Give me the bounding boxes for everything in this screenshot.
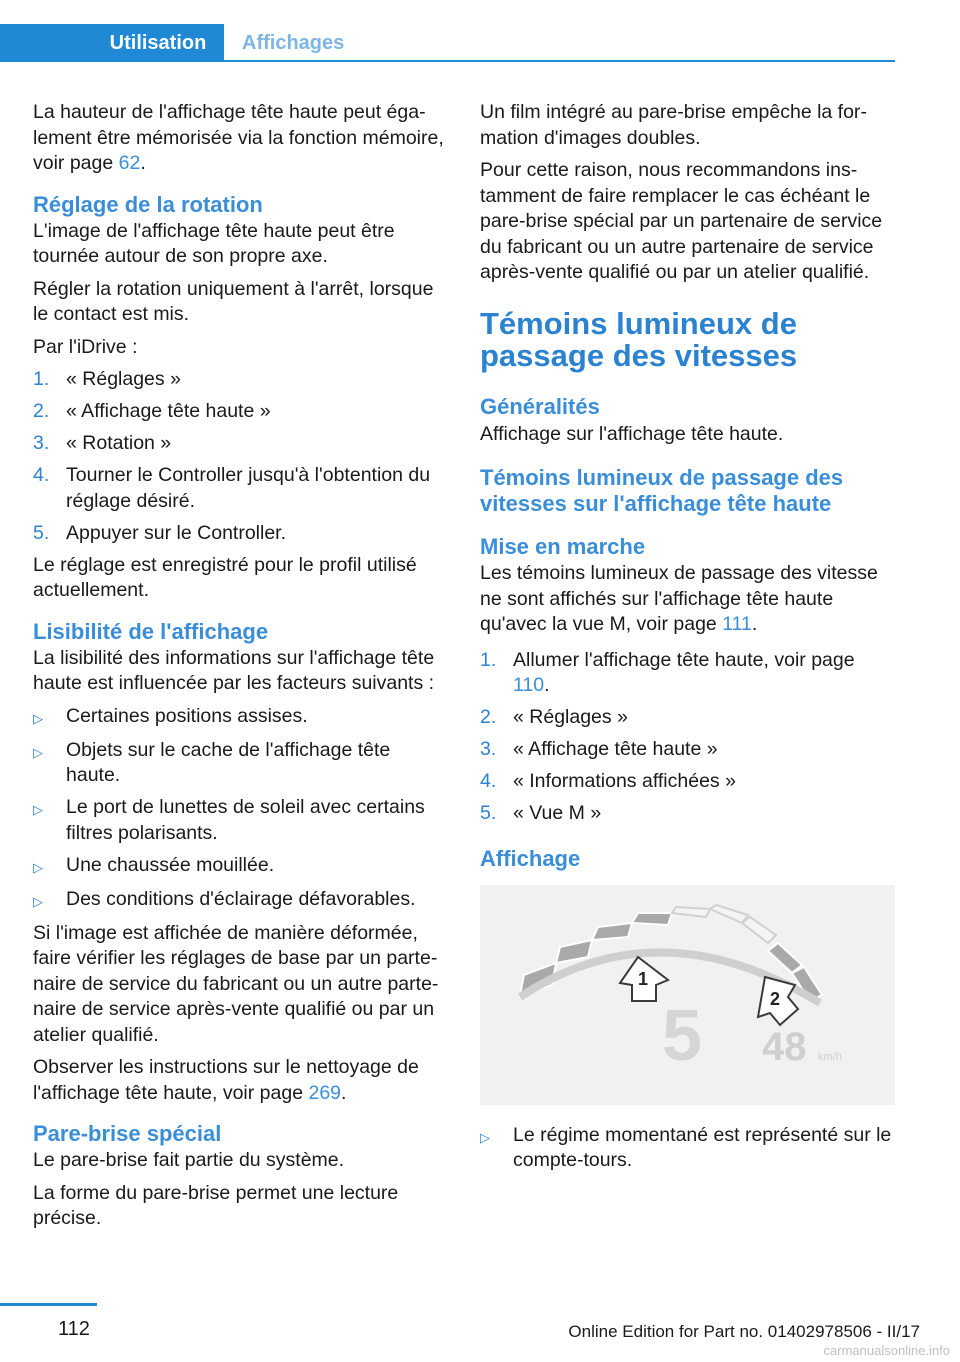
page-link[interactable]: 269	[308, 1081, 342, 1104]
paragraph: Le réglage est enregistré pour le profil utilisé actuellement.	[33, 553, 417, 601]
watermark: carmanualsonline.info	[823, 1343, 950, 1358]
header-divider	[0, 60, 895, 62]
heading-temoins-hud: Témoins lumineux de passage des vitesses sur l'affichage tête haute	[480, 465, 844, 516]
steps-list-activation	[480, 648, 895, 827]
tach-segment-empty	[742, 917, 776, 943]
page-link[interactable]: 111	[722, 613, 752, 635]
list-item: 3. « Affichage tête haute »	[480, 738, 718, 760]
tach-segment	[556, 940, 592, 963]
paragraph: Le pare-brise fait partie du système.	[33, 1149, 345, 1171]
callout-1-icon	[620, 957, 668, 1001]
footer-divider	[0, 1303, 97, 1306]
list-item: ▷ Le port de lunettes de soleil avec certains filtres polarisants.	[33, 795, 448, 846]
triangle-bullet-icon: ▷	[480, 1129, 490, 1145]
shift-lights-figure	[480, 885, 895, 1105]
paragraph: La hauteur de l'affichage tête haute peut également être mémorisée via la fonction mémoire, voir page 62.	[33, 101, 444, 174]
speed-value: 48	[762, 1024, 807, 1069]
list-item: 1. Allumer l'affichage tête haute, voir page 110.	[480, 648, 855, 696]
paragraph: Observer les instructions sur le nettoyage de l'affichage tête haute, voir page 269.	[33, 1056, 419, 1104]
gear-digit: 5	[662, 995, 703, 1076]
triangle-bullet-icon: ▷	[33, 744, 43, 760]
page-link[interactable]: 110	[513, 674, 545, 696]
tach-segment-empty	[710, 905, 748, 923]
steps-list-rotation	[33, 367, 448, 546]
list-item: ▷ Une chaussée mouillée.	[33, 853, 448, 881]
paragraph: Pour cette raison, nous recommandons instamment de faire remplacer le cas échéant le pare-brise spécial par un partenaire de service du fabricant ou un autre partenaire de service après-vente qualifié ou par un atelier qualifié.	[480, 159, 883, 283]
heading-rotation: Réglage de la rotation	[33, 191, 263, 217]
tab-utilisation[interactable]: Utilisation	[0, 24, 224, 62]
tach-segment	[592, 923, 632, 940]
tab-affichages[interactable]: Affichages	[242, 31, 345, 54]
tach-segment	[768, 943, 802, 973]
triangle-bullet-icon: ▷	[33, 710, 43, 726]
page-header	[0, 0, 960, 62]
list-item: 4. Tourner le Controller jusqu'à l'obtention du réglage désiré.	[33, 464, 431, 512]
heading-mise-en-marche: Mise en marche	[480, 534, 646, 559]
paragraph: La lisibilité des informations sur l'affichage tête haute est influencée par les facteurs suivants :	[33, 646, 435, 694]
paragraph: L'image de l'affichage tête haute peut être tournée autour de son propre axe.	[33, 219, 395, 267]
list-item: 3. « Rotation »	[33, 432, 172, 454]
svg-text:2: 2	[770, 988, 781, 1009]
list-item: 4. « Informations affichées »	[480, 770, 736, 792]
svg-text:1: 1	[638, 968, 649, 989]
list-item: 2. « Réglages »	[480, 706, 628, 728]
right-column	[480, 100, 895, 1180]
page-link[interactable]: 62	[118, 152, 141, 174]
list-item: ▷ Objets sur le cache de l'affichage tête haute.	[33, 738, 448, 789]
speed-unit: km/h	[818, 1050, 842, 1063]
left-column	[33, 100, 448, 1239]
list-item: ▷ Des conditions d'éclairage défavorables.	[33, 887, 448, 915]
paragraph: Si l'image est affichée de manière déformée, faire vérifier les réglages de base par un partenaire de service du fabricant ou un autre partenaire de service après-vente qualifié ou par un atelier qualifié.	[33, 921, 439, 1046]
page-number: 112	[58, 1318, 90, 1340]
heading-lisibilite: Lisibilité de l'affichage	[33, 618, 269, 644]
list-item: 2. « Affichage tête haute »	[33, 400, 271, 422]
callout-2-icon	[758, 977, 798, 1025]
tach-segment-empty	[672, 907, 710, 917]
list-item: 5. « Vue M »	[480, 802, 602, 824]
bullet-list-display	[480, 1123, 895, 1174]
triangle-bullet-icon: ▷	[33, 893, 43, 909]
heading-generalites: Généralités	[480, 393, 600, 419]
heading-parebrise: Pare-brise spécial	[33, 1121, 222, 1146]
paragraph: La forme du pare-brise permet une lecture précise.	[33, 1181, 399, 1229]
list-item: ▷ Certaines positions assises.	[33, 704, 448, 732]
paragraph: Affichage sur l'affichage tête haute.	[480, 422, 784, 445]
paragraph: Les témoins lumineux de passage des vitesse ne sont affichés sur l'affichage tête haute qu'avec la vue M, voir page 111.	[480, 562, 878, 635]
triangle-bullet-icon: ▷	[33, 859, 43, 875]
tachometer-illustration	[480, 885, 895, 1105]
triangle-bullet-icon: ▷	[33, 802, 43, 817]
paragraph: Un film intégré au pare-brise empêche la formation d'images doubles.	[480, 101, 867, 149]
section-title-temoins: Témoins lumineux de passage des vitesses	[480, 305, 798, 373]
heading-affichage: Affichage	[480, 845, 581, 871]
list-item: 5. Appuyer sur le Controller.	[33, 521, 287, 544]
paragraph: Par l'iDrive :	[33, 335, 138, 358]
bullet-list-factors	[33, 704, 448, 915]
list-item: ▷ Le régime momentané est représenté sur le compte-tours.	[480, 1123, 895, 1174]
tach-segment	[632, 913, 672, 925]
list-item: 1. « Réglages »	[33, 368, 181, 390]
edition-note: Online Edition for Part no. 01402978506 - II/17	[568, 1322, 920, 1341]
paragraph: Régler la rotation uniquement à l'arrêt, lorsque le contact est mis.	[33, 277, 434, 325]
